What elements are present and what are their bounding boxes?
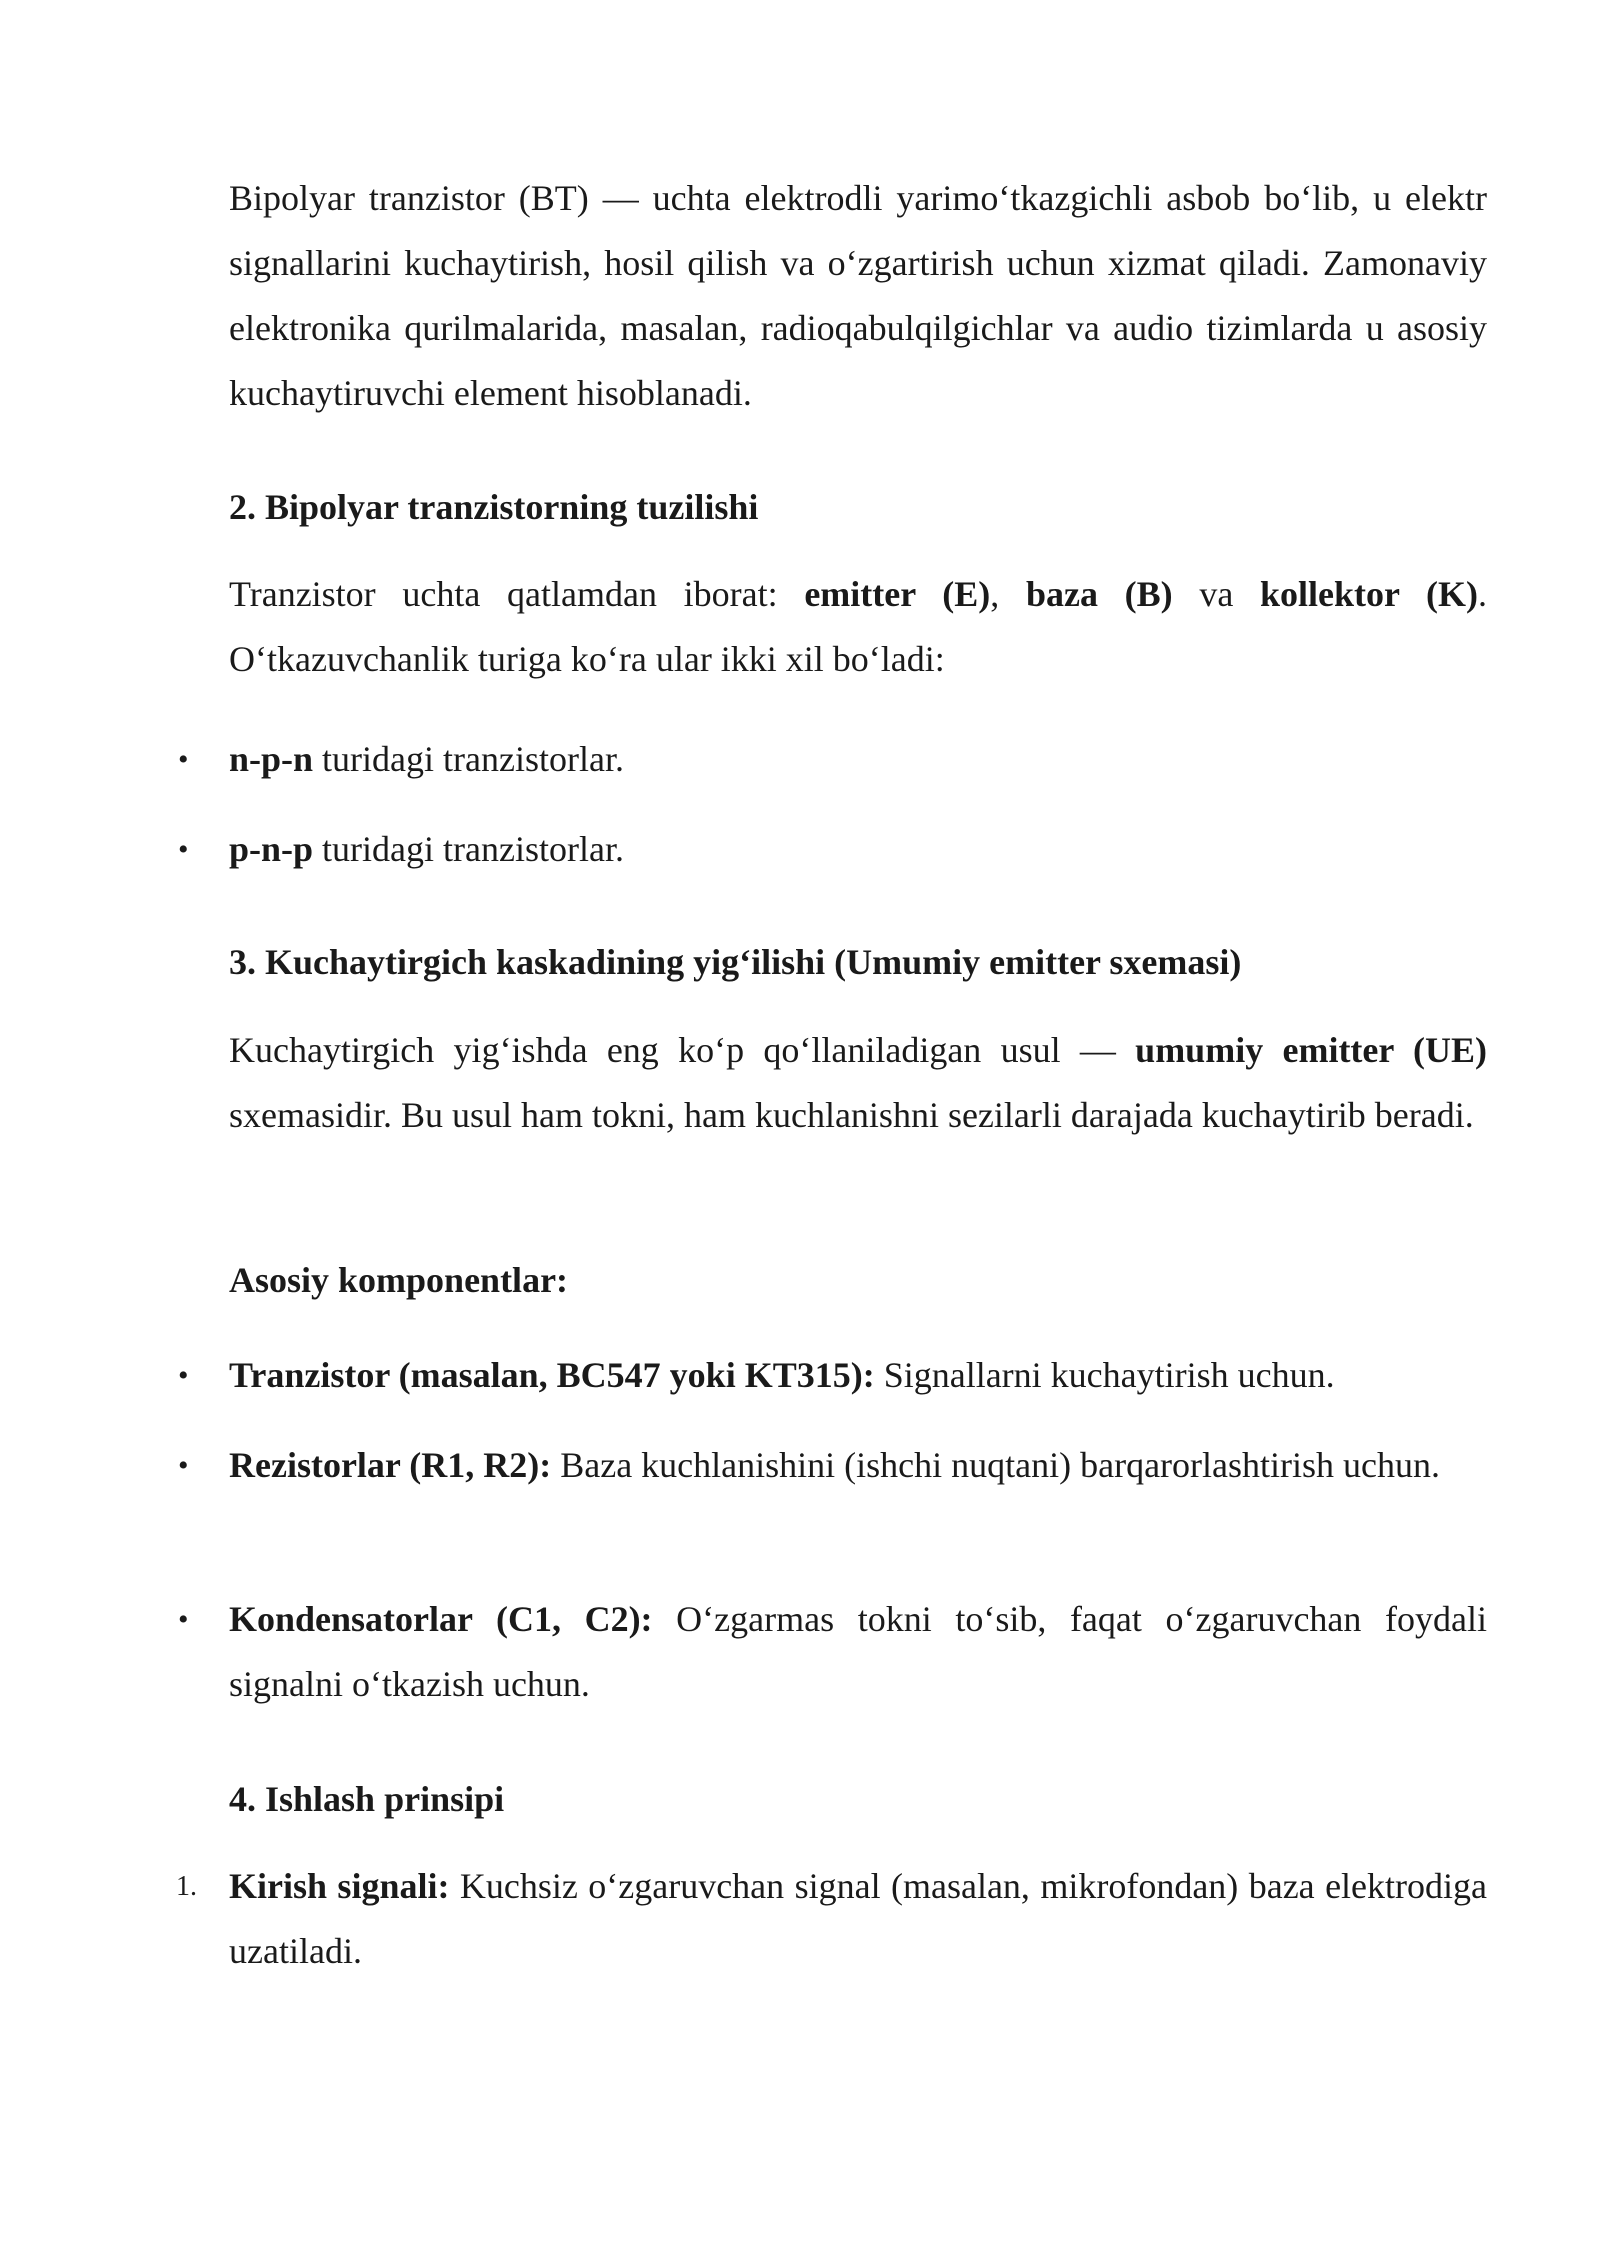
bullet-icon: • <box>178 1603 189 1636</box>
section-2-sep-2: va <box>1172 574 1260 614</box>
section-2-sep-1: , <box>990 574 1026 614</box>
list-item <box>229 1433 1487 1498</box>
baza-term: baza (B) <box>1025 574 1173 614</box>
intro-text: Bipolyar tranzistor (BT) — uchta elektrodli yarimo‘tkazgichli asbob bo‘lib, u elektr signallarini kuchaytirish, hosil qilish va o‘zgartirish uchun xizmat qiladi. Zamonaviy elektronika qurilmalarida, masalan, radioqabulqilgichlar va audio tizimlarda u asosiy kuchaytiruvchi element hisoblanadi. <box>229 178 1487 413</box>
bullet-icon: • <box>178 1449 189 1482</box>
section-2-paragraph <box>229 562 1487 692</box>
section-2-text-start: Tranzistor uchta qatlamdan iborat: <box>229 574 805 614</box>
list-item-bold: Kondensatorlar (C1, C2): <box>229 1599 653 1639</box>
emitter-term: emitter (E) <box>804 574 991 614</box>
section-2-heading: 2. Bipolyar tranzistorning tuzilishi <box>229 487 759 527</box>
ue-term: umumiy emitter (UE) <box>1135 1030 1488 1070</box>
list-item-text: O‘zgarmas tokni to‘sib, faqat o‘zgaruvchan foydali signalni o‘tkazish uchun. <box>229 1599 1487 1704</box>
bullet-icon: • <box>178 743 189 776</box>
bullet-icon: • <box>178 833 189 866</box>
section-3-text-start: Kuchaytirgich yig‘ishda eng ko‘p qo‘llaniladigan usul — <box>229 1030 1136 1070</box>
numbered-item-bold: Kirish signali: <box>229 1866 450 1906</box>
section-4-heading: 4. Ishlash prinsipi <box>229 1779 505 1819</box>
list-item-bold: Tranzistor (masalan, BC547 yoki KT315): <box>229 1355 875 1395</box>
kollektor-term: kollektor (K) <box>1260 574 1479 614</box>
list-item-bold: n-p-n <box>229 739 314 779</box>
numbered-item <box>229 1854 1487 1984</box>
list-item <box>229 1343 1487 1408</box>
list-item-text: turidagi tranzistorlar. <box>313 739 624 779</box>
intro-paragraph <box>229 166 1487 426</box>
section-3-text-end: sxemasidir. Bu usul ham tokni, ham kuchlanishni sezilarli darajada kuchaytirib beradi. <box>229 1095 1474 1135</box>
bullet-icon: • <box>178 1359 189 1392</box>
section-3-heading: 3. Kuchaytirgich kaskadining yig‘ilishi (Umumiy emitter sxemasi) <box>229 942 1242 982</box>
list-item <box>229 727 1487 792</box>
components-subheading: Asosiy komponentlar: <box>229 1260 569 1300</box>
list-item <box>229 1587 1487 1717</box>
list-item <box>229 817 1487 882</box>
step-number: 1. <box>176 1871 197 1902</box>
numbered-item-text: Kuchsiz o‘zgaruvchan signal (masalan, mikrofondan) baza elektrodiga uzatiladi. <box>229 1866 1487 1971</box>
section-3-paragraph <box>229 1018 1487 1148</box>
list-item-bold: Rezistorlar (R1, R2): <box>229 1445 552 1485</box>
list-item-text: turidagi tranzistorlar. <box>313 829 624 869</box>
list-item-text: Signallarni kuchaytirish uchun. <box>874 1355 1335 1395</box>
list-item-text: Baza kuchlanishini (ishchi nuqtani) barqarorlashtirish uchun. <box>551 1445 1441 1485</box>
list-item-bold: p-n-p <box>229 829 314 869</box>
section-2-text-end: . O‘tkazuvchanlik turiga ko‘ra ular ikki xil bo‘ladi: <box>229 574 1488 679</box>
